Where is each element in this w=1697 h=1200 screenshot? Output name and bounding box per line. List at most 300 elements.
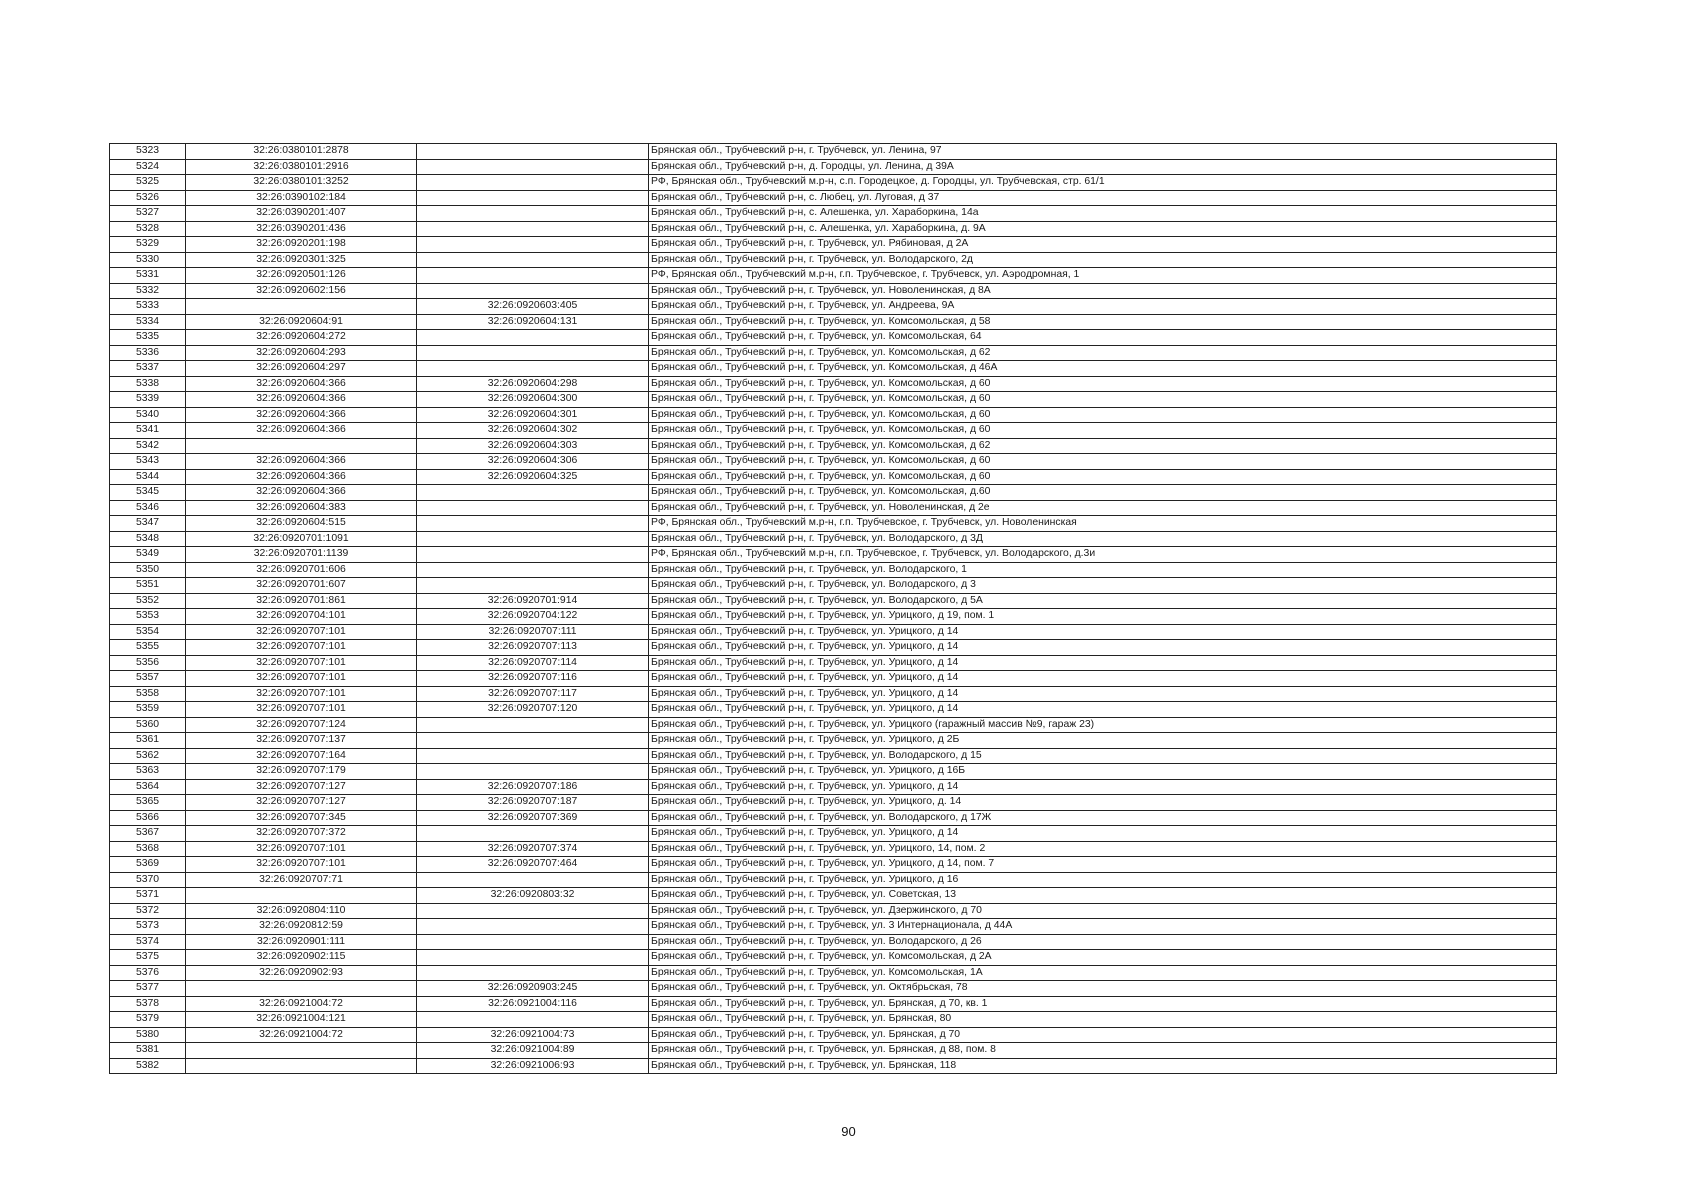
table-row [110, 717, 1557, 733]
table-row [110, 330, 1557, 346]
land-cadastral-number-cell: 32:26:0390201:407 [186, 206, 417, 222]
address-cell: Брянская обл., Трубчевский р-н, г. Трубчевск, ул. Володарского, д 17Ж [649, 810, 1557, 826]
building-cadastral-number-cell [417, 283, 649, 299]
building-cadastral-number-cell: 32:26:0920707:116 [417, 671, 649, 687]
row-number-cell: 5375 [110, 950, 186, 966]
row-number-cell: 5351 [110, 578, 186, 594]
table-row [110, 1058, 1557, 1074]
land-cadastral-number-cell: 32:26:0390102:184 [186, 190, 417, 206]
building-cadastral-number-cell: 32:26:0920707:114 [417, 655, 649, 671]
table-row [110, 934, 1557, 950]
building-cadastral-number-cell: 32:26:0920707:113 [417, 640, 649, 656]
row-number-cell: 5333 [110, 299, 186, 315]
row-number-cell: 5381 [110, 1043, 186, 1059]
page-number: 90 [841, 1124, 856, 1139]
row-number-cell: 5361 [110, 733, 186, 749]
land-cadastral-number-cell: 32:26:0920604:515 [186, 516, 417, 532]
building-cadastral-number-cell: 32:26:0920707:464 [417, 857, 649, 873]
land-cadastral-number-cell: 32:26:0920701:606 [186, 562, 417, 578]
building-cadastral-number-cell: 32:26:0920707:117 [417, 686, 649, 702]
row-number-cell: 5363 [110, 764, 186, 780]
land-cadastral-number-cell: 32:26:0920604:293 [186, 345, 417, 361]
table-row [110, 299, 1557, 315]
land-cadastral-number-cell: 32:26:0920707:372 [186, 826, 417, 842]
address-cell: Брянская обл., Трубчевский р-н, г. Трубчевск, ул. Комсомольская, д 46А [649, 361, 1557, 377]
table-row [110, 221, 1557, 237]
address-cell: Брянская обл., Трубчевский р-н, г. Трубчевск, ул. Володарского, 1 [649, 562, 1557, 578]
row-number-cell: 5341 [110, 423, 186, 439]
row-number-cell: 5327 [110, 206, 186, 222]
building-cadastral-number-cell: 32:26:0920603:405 [417, 299, 649, 315]
address-cell: Брянская обл., Трубчевский р-н, г. Трубчевск, ул. Брянская, д 88, пом. 8 [649, 1043, 1557, 1059]
row-number-cell: 5354 [110, 624, 186, 640]
table-row [110, 593, 1557, 609]
address-cell: Брянская обл., Трубчевский р-н, г. Трубчевск, ул. Урицкого, д 16 [649, 872, 1557, 888]
address-cell: РФ, Брянская обл., Трубчевский м.р-н, г.п. Трубчевское, г. Трубчевск, ул. Володарского, д.3и [649, 547, 1557, 563]
table-row [110, 996, 1557, 1012]
land-cadastral-number-cell: 32:26:0920701:1091 [186, 531, 417, 547]
land-cadastral-number-cell: 32:26:0920604:91 [186, 314, 417, 330]
row-number-cell: 5362 [110, 748, 186, 764]
land-cadastral-number-cell: 32:26:0920812:59 [186, 919, 417, 935]
address-cell: Брянская обл., Трубчевский р-н, г. Трубчевск, ул. Новоленинская, д 8А [649, 283, 1557, 299]
row-number-cell: 5367 [110, 826, 186, 842]
building-cadastral-number-cell: 32:26:0920701:914 [417, 593, 649, 609]
land-cadastral-number-cell: 32:26:0920604:366 [186, 454, 417, 470]
address-cell: Брянская обл., Трубчевский р-н, г. Трубчевск, ул. Урицкого, д 14 [649, 826, 1557, 842]
address-cell: Брянская обл., Трубчевский р-н, г. Трубчевск, ул. Октябрьская, 78 [649, 981, 1557, 997]
table-row [110, 795, 1557, 811]
row-number-cell: 5360 [110, 717, 186, 733]
building-cadastral-number-cell [417, 934, 649, 950]
row-number-cell: 5330 [110, 252, 186, 268]
building-cadastral-number-cell [417, 578, 649, 594]
land-cadastral-number-cell: 32:26:0920604:366 [186, 392, 417, 408]
row-number-cell: 5356 [110, 655, 186, 671]
row-number-cell: 5350 [110, 562, 186, 578]
row-number-cell: 5343 [110, 454, 186, 470]
building-cadastral-number-cell [417, 903, 649, 919]
row-number-cell: 5370 [110, 872, 186, 888]
address-cell: Брянская обл., Трубчевский р-н, г. Трубчевск, ул. Комсомольская, д.60 [649, 485, 1557, 501]
land-cadastral-number-cell: 32:26:0920704:101 [186, 609, 417, 625]
table-row [110, 624, 1557, 640]
address-cell: Брянская обл., Трубчевский р-н, г. Трубчевск, ул. Володарского, д 3Д [649, 531, 1557, 547]
property-registry-table [109, 143, 1557, 1074]
land-cadastral-number-cell: 32:26:0921004:72 [186, 1027, 417, 1043]
table-row [110, 640, 1557, 656]
table-row [110, 144, 1557, 160]
address-cell: Брянская обл., Трубчевский р-н, г. Трубчевск, ул. Урицкого, д 14 [649, 671, 1557, 687]
address-cell: Брянская обл., Трубчевский р-н, г. Трубчевск, ул. Урицкого, д 16Б [649, 764, 1557, 780]
table-row [110, 547, 1557, 563]
building-cadastral-number-cell [417, 547, 649, 563]
land-cadastral-number-cell: 32:26:0920707:164 [186, 748, 417, 764]
building-cadastral-number-cell [417, 1012, 649, 1028]
address-cell: Брянская обл., Трубчевский р-н, г. Трубчевск, ул. Володарского, 2д [649, 252, 1557, 268]
address-cell: Брянская обл., Трубчевский р-н, г. Трубчевск, ул. Дзержинского, д 70 [649, 903, 1557, 919]
row-number-cell: 5336 [110, 345, 186, 361]
table-row [110, 981, 1557, 997]
address-cell: Брянская обл., Трубчевский р-н, г. Трубчевск, ул. Брянская, д 70 [649, 1027, 1557, 1043]
row-number-cell: 5340 [110, 407, 186, 423]
address-cell: Брянская обл., Трубчевский р-н, г. Трубчевск, ул. Володарского, д 26 [649, 934, 1557, 950]
address-cell: Брянская обл., Трубчевский р-н, г. Трубчевск, ул. Урицкого, 14, пом. 2 [649, 841, 1557, 857]
address-cell: Брянская обл., Трубчевский р-н, г. Трубчевск, ул. Комсомольская, д 62 [649, 438, 1557, 454]
land-cadastral-number-cell: 32:26:0920707:101 [186, 841, 417, 857]
address-cell: Брянская обл., Трубчевский р-н, г. Трубчевск, ул. Советская, 13 [649, 888, 1557, 904]
row-number-cell: 5358 [110, 686, 186, 702]
table-row [110, 268, 1557, 284]
land-cadastral-number-cell: 32:26:0920707:137 [186, 733, 417, 749]
row-number-cell: 5324 [110, 159, 186, 175]
address-cell: Брянская обл., Трубчевский р-н, с. Алешенка, ул. Хараборкина, д. 9А [649, 221, 1557, 237]
land-cadastral-number-cell: 32:26:0920604:272 [186, 330, 417, 346]
land-cadastral-number-cell [186, 981, 417, 997]
building-cadastral-number-cell: 32:26:0920803:32 [417, 888, 649, 904]
land-cadastral-number-cell: 32:26:0920604:366 [186, 469, 417, 485]
land-cadastral-number-cell [186, 299, 417, 315]
building-cadastral-number-cell: 32:26:0920707:187 [417, 795, 649, 811]
address-cell: Брянская обл., Трубчевский р-н, г. Трубчевск, ул. Урицкого, д. 14 [649, 795, 1557, 811]
address-cell: Брянская обл., Трубчевский р-н, г. Трубчевск, ул. Урицкого, д 14 [649, 655, 1557, 671]
table-row [110, 438, 1557, 454]
row-number-cell: 5371 [110, 888, 186, 904]
table-row [110, 857, 1557, 873]
table-row [110, 345, 1557, 361]
land-cadastral-number-cell: 32:26:0920707:127 [186, 779, 417, 795]
row-number-cell: 5372 [110, 903, 186, 919]
row-number-cell: 5338 [110, 376, 186, 392]
address-cell: Брянская обл., Трубчевский р-н, г. Трубчевск, ул. Урицкого, д 14, пом. 7 [649, 857, 1557, 873]
address-cell: Брянская обл., Трубчевский р-н, г. Трубчевск, ул. Урицкого, д 2Б [649, 733, 1557, 749]
table-row [110, 702, 1557, 718]
land-cadastral-number-cell: 32:26:0920902:93 [186, 965, 417, 981]
building-cadastral-number-cell [417, 764, 649, 780]
table-row [110, 423, 1557, 439]
building-cadastral-number-cell [417, 159, 649, 175]
address-cell: Брянская обл., Трубчевский р-н, г. Трубчевск, ул. Комсомольская, 64 [649, 330, 1557, 346]
land-cadastral-number-cell [186, 438, 417, 454]
land-cadastral-number-cell: 32:26:0920501:126 [186, 268, 417, 284]
building-cadastral-number-cell [417, 733, 649, 749]
building-cadastral-number-cell: 32:26:0921004:73 [417, 1027, 649, 1043]
land-cadastral-number-cell: 32:26:0920707:101 [186, 702, 417, 718]
building-cadastral-number-cell [417, 717, 649, 733]
row-number-cell: 5347 [110, 516, 186, 532]
building-cadastral-number-cell [417, 361, 649, 377]
row-number-cell: 5373 [110, 919, 186, 935]
row-number-cell: 5332 [110, 283, 186, 299]
row-number-cell: 5353 [110, 609, 186, 625]
address-cell: РФ, Брянская обл., Трубчевский м.р-н, с.п. Городецкое, д. Городцы, ул. Трубчевская, стр. 61/1 [649, 175, 1557, 191]
address-cell: Брянская обл., Трубчевский р-н, г. Трубчевск, ул. Урицкого, д 14 [649, 686, 1557, 702]
address-cell: Брянская обл., Трубчевский р-н, с. Алешенка, ул. Хараборкина, 14а [649, 206, 1557, 222]
building-cadastral-number-cell [417, 950, 649, 966]
land-cadastral-number-cell: 32:26:0920604:383 [186, 500, 417, 516]
row-number-cell: 5345 [110, 485, 186, 501]
building-cadastral-number-cell: 32:26:0920604:306 [417, 454, 649, 470]
land-cadastral-number-cell: 32:26:0380101:2916 [186, 159, 417, 175]
land-cadastral-number-cell: 32:26:0920804:110 [186, 903, 417, 919]
land-cadastral-number-cell: 32:26:0920301:325 [186, 252, 417, 268]
land-cadastral-number-cell: 32:26:0920604:366 [186, 376, 417, 392]
address-cell: Брянская обл., Трубчевский р-н, г. Трубчевск, ул. Урицкого, д 14 [649, 640, 1557, 656]
row-number-cell: 5334 [110, 314, 186, 330]
building-cadastral-number-cell [417, 485, 649, 501]
building-cadastral-number-cell: 32:26:0920707:374 [417, 841, 649, 857]
table-row [110, 500, 1557, 516]
row-number-cell: 5378 [110, 996, 186, 1012]
table-row [110, 485, 1557, 501]
address-cell: Брянская обл., Трубчевский р-н, г. Трубчевск, ул. Комсомольская, д 60 [649, 407, 1557, 423]
row-number-cell: 5369 [110, 857, 186, 873]
address-cell: Брянская обл., Трубчевский р-н, г. Трубчевск, ул. Брянская, 80 [649, 1012, 1557, 1028]
row-number-cell: 5348 [110, 531, 186, 547]
land-cadastral-number-cell: 32:26:0920201:198 [186, 237, 417, 253]
land-cadastral-number-cell: 32:26:0380101:3252 [186, 175, 417, 191]
building-cadastral-number-cell: 32:26:0921006:93 [417, 1058, 649, 1074]
address-cell: Брянская обл., Трубчевский р-н, г. Трубчевск, ул. Комсомольская, д 60 [649, 392, 1557, 408]
table-row [110, 733, 1557, 749]
row-number-cell: 5339 [110, 392, 186, 408]
table-row [110, 686, 1557, 702]
address-cell: Брянская обл., Трубчевский р-н, г. Трубчевск, ул. Урицкого, д 14 [649, 779, 1557, 795]
address-cell: Брянская обл., Трубчевский р-н, г. Трубчевск, ул. 3 Интернационала, д 44А [649, 919, 1557, 935]
row-number-cell: 5364 [110, 779, 186, 795]
building-cadastral-number-cell [417, 206, 649, 222]
table-row [110, 826, 1557, 842]
table-row [110, 764, 1557, 780]
address-cell: Брянская обл., Трубчевский р-н, г. Трубчевск, ул. Урицкого, д 14 [649, 702, 1557, 718]
land-cadastral-number-cell: 32:26:0920701:607 [186, 578, 417, 594]
address-cell: Брянская обл., Трубчевский р-н, г. Трубчевск, ул. Урицкого, д 19, пом. 1 [649, 609, 1557, 625]
table-row [110, 950, 1557, 966]
building-cadastral-number-cell: 32:26:0920707:369 [417, 810, 649, 826]
building-cadastral-number-cell: 32:26:0920903:245 [417, 981, 649, 997]
address-cell: Брянская обл., Трубчевский р-н, г. Трубчевск, ул. Володарского, д 3 [649, 578, 1557, 594]
row-number-cell: 5329 [110, 237, 186, 253]
registry-table-body [110, 144, 1557, 1074]
address-cell: Брянская обл., Трубчевский р-н, г. Трубчевск, ул. Комсомольская, д 60 [649, 469, 1557, 485]
building-cadastral-number-cell [417, 748, 649, 764]
row-number-cell: 5376 [110, 965, 186, 981]
building-cadastral-number-cell: 32:26:0920604:302 [417, 423, 649, 439]
row-number-cell: 5335 [110, 330, 186, 346]
row-number-cell: 5346 [110, 500, 186, 516]
building-cadastral-number-cell [417, 872, 649, 888]
row-number-cell: 5374 [110, 934, 186, 950]
table-row [110, 314, 1557, 330]
table-row [110, 779, 1557, 795]
land-cadastral-number-cell: 32:26:0920707:101 [186, 655, 417, 671]
table-row [110, 671, 1557, 687]
table-row [110, 237, 1557, 253]
building-cadastral-number-cell [417, 965, 649, 981]
table-row [110, 531, 1557, 547]
table-row [110, 748, 1557, 764]
table-row [110, 516, 1557, 532]
table-row [110, 392, 1557, 408]
building-cadastral-number-cell [417, 330, 649, 346]
land-cadastral-number-cell: 32:26:0920707:127 [186, 795, 417, 811]
row-number-cell: 5349 [110, 547, 186, 563]
table-row [110, 578, 1557, 594]
building-cadastral-number-cell [417, 221, 649, 237]
land-cadastral-number-cell: 32:26:0380101:2878 [186, 144, 417, 160]
row-number-cell: 5359 [110, 702, 186, 718]
building-cadastral-number-cell: 32:26:0920707:111 [417, 624, 649, 640]
land-cadastral-number-cell: 32:26:0920707:101 [186, 640, 417, 656]
table-row [110, 888, 1557, 904]
building-cadastral-number-cell: 32:26:0920604:131 [417, 314, 649, 330]
land-cadastral-number-cell: 32:26:0920902:115 [186, 950, 417, 966]
table-row [110, 469, 1557, 485]
address-cell: Брянская обл., Трубчевский р-н, г. Трубчевск, ул. Брянская, д 70, кв. 1 [649, 996, 1557, 1012]
address-cell: РФ, Брянская обл., Трубчевский м.р-н, г.п. Трубчевское, г. Трубчевск, ул. Новоленинская [649, 516, 1557, 532]
address-cell: Брянская обл., Трубчевский р-н, г. Трубчевск, ул. Рябиновая, д 2А [649, 237, 1557, 253]
building-cadastral-number-cell: 32:26:0920707:186 [417, 779, 649, 795]
land-cadastral-number-cell [186, 888, 417, 904]
table-row [110, 1012, 1557, 1028]
building-cadastral-number-cell: 32:26:0920604:325 [417, 469, 649, 485]
building-cadastral-number-cell: 32:26:0920604:300 [417, 392, 649, 408]
land-cadastral-number-cell: 32:26:0920707:345 [186, 810, 417, 826]
row-number-cell: 5323 [110, 144, 186, 160]
building-cadastral-number-cell [417, 500, 649, 516]
address-cell: Брянская обл., Трубчевский р-н, г. Трубчевск, ул. Комсомольская, д 60 [649, 454, 1557, 470]
table-row [110, 190, 1557, 206]
address-cell: Брянская обл., Трубчевский р-н, г. Трубчевск, ул. Комсомольская, д 58 [649, 314, 1557, 330]
land-cadastral-number-cell: 32:26:0920707:101 [186, 686, 417, 702]
table-row [110, 903, 1557, 919]
row-number-cell: 5382 [110, 1058, 186, 1074]
building-cadastral-number-cell [417, 516, 649, 532]
table-row [110, 1043, 1557, 1059]
address-cell: Брянская обл., Трубчевский р-н, г. Трубчевск, ул. Андреева, 9А [649, 299, 1557, 315]
row-number-cell: 5352 [110, 593, 186, 609]
land-cadastral-number-cell: 32:26:0920707:124 [186, 717, 417, 733]
building-cadastral-number-cell [417, 268, 649, 284]
row-number-cell: 5366 [110, 810, 186, 826]
land-cadastral-number-cell [186, 1058, 417, 1074]
row-number-cell: 5355 [110, 640, 186, 656]
row-number-cell: 5379 [110, 1012, 186, 1028]
building-cadastral-number-cell [417, 144, 649, 160]
building-cadastral-number-cell [417, 531, 649, 547]
row-number-cell: 5342 [110, 438, 186, 454]
address-cell: Брянская обл., Трубчевский р-н, г. Трубчевск, ул. Урицкого (гаражный массив №9, гараж 23) [649, 717, 1557, 733]
building-cadastral-number-cell: 32:26:0921004:89 [417, 1043, 649, 1059]
land-cadastral-number-cell: 32:26:0920901:111 [186, 934, 417, 950]
land-cadastral-number-cell [186, 1043, 417, 1059]
table-row [110, 407, 1557, 423]
table-row [110, 965, 1557, 981]
row-number-cell: 5380 [110, 1027, 186, 1043]
building-cadastral-number-cell [417, 562, 649, 578]
address-cell: Брянская обл., Трубчевский р-н, г. Трубчевск, ул. Комсомольская, 1А [649, 965, 1557, 981]
building-cadastral-number-cell [417, 237, 649, 253]
row-number-cell: 5365 [110, 795, 186, 811]
land-cadastral-number-cell: 32:26:0920707:101 [186, 671, 417, 687]
table-row [110, 159, 1557, 175]
row-number-cell: 5344 [110, 469, 186, 485]
address-cell: Брянская обл., Трубчевский р-н, с. Любец, ул. Луговая, д 37 [649, 190, 1557, 206]
building-cadastral-number-cell: 32:26:0921004:116 [417, 996, 649, 1012]
document-sheet [109, 143, 1556, 1074]
land-cadastral-number-cell: 32:26:0921004:121 [186, 1012, 417, 1028]
table-row [110, 283, 1557, 299]
address-cell: Брянская обл., Трубчевский р-н, г. Трубчевск, ул. Урицкого, д 14 [649, 624, 1557, 640]
row-number-cell: 5328 [110, 221, 186, 237]
building-cadastral-number-cell: 32:26:0920604:298 [417, 376, 649, 392]
address-cell: Брянская обл., Трубчевский р-н, г. Трубчевск, ул. Брянская, 118 [649, 1058, 1557, 1074]
row-number-cell: 5325 [110, 175, 186, 191]
table-row [110, 609, 1557, 625]
building-cadastral-number-cell [417, 826, 649, 842]
land-cadastral-number-cell: 32:26:0920604:366 [186, 407, 417, 423]
address-cell: РФ, Брянская обл., Трубчевский м.р-н, г.п. Трубчевское, г. Трубчевск, ул. Аэродромная, 1 [649, 268, 1557, 284]
building-cadastral-number-cell [417, 175, 649, 191]
row-number-cell: 5326 [110, 190, 186, 206]
table-row [110, 841, 1557, 857]
building-cadastral-number-cell [417, 919, 649, 935]
land-cadastral-number-cell: 32:26:0390201:436 [186, 221, 417, 237]
land-cadastral-number-cell: 32:26:0920604:366 [186, 423, 417, 439]
land-cadastral-number-cell: 32:26:0920604:297 [186, 361, 417, 377]
table-row [110, 361, 1557, 377]
address-cell: Брянская обл., Трубчевский р-н, г. Трубчевск, ул. Комсомольская, д 62 [649, 345, 1557, 361]
table-row [110, 206, 1557, 222]
table-row [110, 562, 1557, 578]
building-cadastral-number-cell: 32:26:0920707:120 [417, 702, 649, 718]
address-cell: Брянская обл., Трубчевский р-н, г. Трубчевск, ул. Володарского, д 5А [649, 593, 1557, 609]
table-row [110, 175, 1557, 191]
land-cadastral-number-cell: 32:26:0920701:861 [186, 593, 417, 609]
table-row [110, 810, 1557, 826]
building-cadastral-number-cell: 32:26:0920704:122 [417, 609, 649, 625]
land-cadastral-number-cell: 32:26:0920602:156 [186, 283, 417, 299]
row-number-cell: 5357 [110, 671, 186, 687]
building-cadastral-number-cell [417, 190, 649, 206]
land-cadastral-number-cell: 32:26:0920701:1139 [186, 547, 417, 563]
land-cadastral-number-cell: 32:26:0921004:72 [186, 996, 417, 1012]
table-row [110, 1027, 1557, 1043]
row-number-cell: 5368 [110, 841, 186, 857]
address-cell: Брянская обл., Трубчевский р-н, г. Трубчевск, ул. Комсомольская, д 2А [649, 950, 1557, 966]
row-number-cell: 5337 [110, 361, 186, 377]
table-row [110, 454, 1557, 470]
table-row [110, 655, 1557, 671]
building-cadastral-number-cell [417, 345, 649, 361]
address-cell: Брянская обл., Трубчевский р-н, г. Трубчевск, ул. Комсомольская, д 60 [649, 423, 1557, 439]
address-cell: Брянская обл., Трубчевский р-н, г. Трубчевск, ул. Володарского, д 15 [649, 748, 1557, 764]
land-cadastral-number-cell: 32:26:0920707:71 [186, 872, 417, 888]
land-cadastral-number-cell: 32:26:0920707:101 [186, 857, 417, 873]
building-cadastral-number-cell: 32:26:0920604:301 [417, 407, 649, 423]
table-row [110, 376, 1557, 392]
row-number-cell: 5331 [110, 268, 186, 284]
land-cadastral-number-cell: 32:26:0920707:179 [186, 764, 417, 780]
address-cell: Брянская обл., Трубчевский р-н, г. Трубчевск, ул. Комсомольская, д 60 [649, 376, 1557, 392]
table-row [110, 919, 1557, 935]
table-row [110, 872, 1557, 888]
building-cadastral-number-cell: 32:26:0920604:303 [417, 438, 649, 454]
land-cadastral-number-cell: 32:26:0920604:366 [186, 485, 417, 501]
address-cell: Брянская обл., Трубчевский р-н, г. Трубчевск, ул. Ленина, 97 [649, 144, 1557, 160]
row-number-cell: 5377 [110, 981, 186, 997]
address-cell: Брянская обл., Трубчевский р-н, д. Городцы, ул. Ленина, д 39А [649, 159, 1557, 175]
